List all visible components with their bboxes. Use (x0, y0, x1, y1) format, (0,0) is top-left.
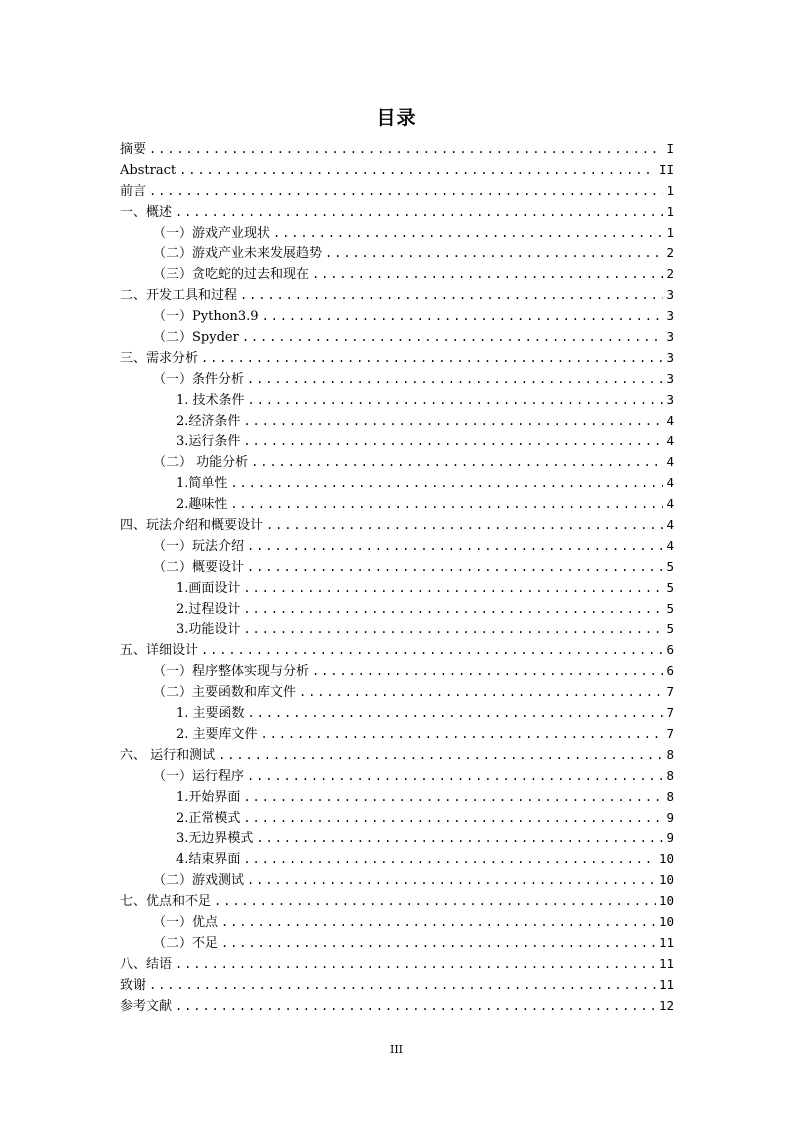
toc-entry-label: 一、概述 (120, 204, 173, 220)
dot-leader (175, 954, 656, 975)
toc-entry-page-number: 5 (666, 558, 674, 574)
dot-leader (325, 243, 663, 264)
toc-entry-label: （一）条件分析 (153, 371, 245, 387)
toc-entry-page-number: 10 (658, 851, 674, 867)
toc-entry[interactable] (120, 264, 674, 285)
toc-entry-page-number: 10 (658, 893, 674, 909)
toc-entry-label: 3.功能设计 (176, 622, 241, 638)
dot-leader (242, 327, 664, 348)
dot-leader (248, 703, 664, 724)
dot-leader (299, 682, 663, 703)
dot-leader (247, 536, 663, 557)
toc-entry-label: 1. 技术条件 (176, 392, 245, 408)
toc-entry-page-number: 8 (666, 746, 674, 762)
toc-entry-label: 二、开发工具和过程 (120, 288, 238, 304)
toc-entry-label: （二）主要函数和库文件 (153, 685, 297, 701)
toc-entry[interactable] (120, 327, 674, 348)
toc-entry[interactable] (120, 557, 674, 578)
toc-entry-label: 2.过程设计 (176, 601, 241, 617)
toc-entry-label: （二）游戏测试 (153, 873, 245, 889)
toc-entry[interactable] (120, 766, 674, 787)
toc-entry-page-number: 11 (658, 934, 674, 950)
toc-entry[interactable] (120, 703, 674, 724)
toc-entry-page-number: 5 (666, 621, 674, 637)
dot-leader (218, 745, 663, 766)
dot-leader (256, 828, 663, 849)
dot-leader (149, 975, 656, 996)
toc-entry-label: 致谢 (120, 977, 147, 993)
toc-entry-label: 1.开始界面 (176, 789, 241, 805)
toc-entry[interactable] (120, 431, 674, 452)
toc-entry-page-number: 5 (666, 579, 674, 595)
toc-entry[interactable] (120, 494, 674, 515)
toc-entry-page-number: 9 (666, 809, 674, 825)
toc-entry[interactable] (120, 348, 674, 369)
toc-entry-label: 3.无边界模式 (176, 831, 254, 847)
dot-leader (149, 181, 663, 202)
dot-leader (175, 996, 656, 1017)
toc-entry-page-number: 11 (658, 955, 674, 971)
toc-entry[interactable] (120, 536, 674, 557)
toc-entry[interactable] (120, 975, 674, 996)
toc-entry-page-number: 7 (666, 705, 674, 721)
toc-entry[interactable] (120, 181, 674, 202)
toc-entry-page-number: I (666, 141, 674, 156)
toc-entry-page-number: 4 (666, 433, 674, 449)
toc-entry-page-number: II (658, 161, 674, 177)
toc-entry-label: 1. 主要函数 (176, 706, 245, 722)
toc-entry-page-number: 7 (666, 725, 674, 741)
toc-entry-label: 2.正常模式 (176, 810, 241, 826)
dot-leader (247, 870, 656, 891)
toc-entry-page-number: 4 (666, 537, 674, 553)
toc-entry[interactable] (120, 891, 674, 912)
dot-leader (312, 661, 663, 682)
dot-leader (240, 285, 663, 306)
toc-entry-label: （二）Spyder (153, 330, 239, 346)
toc-entry-label: 六、 运行和测试 (120, 747, 216, 763)
toc-entry-label: Abstract (120, 162, 177, 178)
dot-leader (243, 599, 663, 620)
toc-entry-page-number: 4 (666, 454, 674, 470)
toc-entry-label: （一）运行程序 (153, 768, 245, 784)
toc-entry[interactable] (120, 139, 674, 160)
toc-entry-label: 五、详细设计 (120, 643, 199, 659)
dot-leader (247, 557, 663, 578)
dot-leader (214, 891, 656, 912)
toc-entry[interactable] (120, 954, 674, 975)
toc-entry-page-number: 4 (666, 475, 674, 491)
toc-entry[interactable] (120, 599, 674, 620)
page-footer-number: III (389, 1043, 404, 1056)
toc-entry-label: 参考文献 (120, 998, 173, 1014)
table-of-contents (120, 139, 674, 1016)
toc-entry[interactable] (120, 745, 674, 766)
dot-leader (179, 160, 656, 181)
toc-entry-label: 三、需求分析 (120, 350, 199, 366)
toc-entry-page-number: 8 (666, 767, 674, 783)
dot-leader (266, 515, 663, 536)
dot-leader (243, 849, 656, 870)
toc-entry-page-number: 3 (666, 391, 674, 407)
dot-leader (221, 912, 656, 933)
toc-entry-label: 前言 (120, 183, 147, 199)
dot-leader (230, 494, 663, 515)
toc-entry[interactable] (120, 306, 674, 327)
toc-entry[interactable] (120, 661, 674, 682)
toc-entry[interactable] (120, 808, 674, 829)
toc-entry-label: （一）Python3.9 (153, 309, 259, 325)
dot-leader (248, 390, 664, 411)
toc-entry[interactable] (120, 996, 674, 1017)
toc-entry-page-number: 2 (666, 245, 674, 261)
toc-entry-page-number: 3 (666, 308, 674, 324)
toc-entry-page-number: 3 (666, 329, 674, 345)
toc-entry-label: 七、优点和不足 (120, 894, 212, 910)
toc-entry-page-number: 8 (666, 788, 674, 804)
dot-leader (243, 578, 663, 599)
dot-leader (243, 411, 663, 432)
dot-leader (175, 202, 663, 223)
dot-leader (251, 452, 663, 473)
dot-leader (273, 223, 663, 244)
toc-title: 目录 (376, 107, 417, 129)
toc-entry-label: 2. 主要库文件 (176, 726, 258, 742)
toc-entry[interactable] (120, 682, 674, 703)
toc-entry[interactable] (120, 473, 674, 494)
toc-entry-label: 2.经济条件 (176, 413, 241, 429)
toc-entry-page-number: 5 (666, 600, 674, 616)
toc-entry[interactable] (120, 578, 674, 599)
toc-entry-label: （二）不足 (153, 935, 219, 951)
toc-entry[interactable] (120, 515, 674, 536)
dot-leader (230, 473, 663, 494)
toc-entry[interactable] (120, 390, 674, 411)
dot-leader (247, 369, 663, 390)
toc-entry[interactable] (120, 619, 674, 640)
dot-leader (262, 306, 664, 327)
toc-entry-label: 八、结语 (120, 956, 173, 972)
toc-entry[interactable] (120, 285, 674, 306)
toc-entry-label: （二） 功能分析 (153, 455, 249, 471)
dot-leader (261, 724, 664, 745)
toc-entry-page-number: 2 (666, 266, 674, 282)
toc-entry-page-number: 10 (658, 872, 674, 888)
toc-entry-page-number: 12 (658, 997, 674, 1013)
toc-entry-label: （三）贪吃蛇的过去和现在 (153, 267, 310, 283)
toc-entry[interactable] (120, 202, 674, 223)
toc-entry-label: （一）玩法介绍 (153, 538, 245, 554)
dot-leader (149, 139, 663, 160)
toc-entry-page-number: 4 (666, 496, 674, 512)
toc-entry-label: 4.结束界面 (176, 852, 241, 868)
dot-leader (201, 348, 663, 369)
toc-entry-page-number: 3 (666, 349, 674, 365)
toc-entry[interactable] (120, 640, 674, 661)
toc-entry-label: 2.趣味性 (176, 497, 228, 513)
toc-entry-page-number: 1 (666, 224, 674, 240)
toc-entry-label: （一）游戏产业现状 (153, 225, 271, 241)
toc-entry-label: （二）游戏产业未来发展趋势 (153, 246, 323, 262)
toc-entry-page-number: 4 (666, 412, 674, 428)
dot-leader (312, 264, 663, 285)
dot-leader (243, 619, 663, 640)
toc-entry-page-number: 6 (666, 663, 674, 679)
toc-entry-page-number: 1 (666, 203, 674, 219)
toc-entry-page-number: 1 (666, 182, 674, 198)
toc-entry-label: 3.运行条件 (176, 434, 241, 450)
toc-entry-page-number: 10 (658, 913, 674, 929)
dot-leader (247, 766, 663, 787)
toc-entry[interactable] (120, 369, 674, 390)
toc-entry[interactable] (120, 223, 674, 244)
toc-entry[interactable] (120, 160, 674, 181)
toc-entry-label: （一）程序整体实现与分析 (153, 664, 310, 680)
toc-entry-page-number: 3 (666, 370, 674, 386)
toc-entry[interactable] (120, 933, 674, 954)
toc-entry[interactable] (120, 452, 674, 473)
toc-entry[interactable] (120, 912, 674, 933)
toc-entry-page-number: 11 (658, 976, 674, 992)
toc-entry-page-number: 4 (666, 517, 674, 533)
toc-entry-page-number: 9 (666, 830, 674, 846)
toc-entry-label: （一）优点 (153, 914, 219, 930)
toc-entry[interactable] (120, 411, 674, 432)
toc-entry[interactable] (120, 828, 674, 849)
toc-entry-label: 1.画面设计 (176, 580, 241, 596)
dot-leader (243, 431, 663, 452)
toc-entry-label: 摘要 (120, 142, 147, 157)
toc-entry-page-number: 6 (666, 642, 674, 658)
toc-entry-page-number: 7 (666, 684, 674, 700)
dot-leader (243, 787, 663, 808)
toc-entry-label: 四、玩法介绍和概要设计 (120, 518, 264, 534)
toc-entry-label: 1.简单性 (176, 476, 228, 492)
toc-entry[interactable] (120, 724, 674, 745)
toc-entry[interactable] (120, 870, 674, 891)
toc-entry-page-number: 3 (666, 287, 674, 303)
dot-leader (243, 808, 663, 829)
toc-entry[interactable] (120, 787, 674, 808)
toc-entry[interactable] (120, 243, 674, 264)
dot-leader (201, 640, 663, 661)
toc-entry[interactable] (120, 849, 674, 870)
dot-leader (221, 933, 656, 954)
toc-entry-label: （二）概要设计 (153, 559, 245, 575)
